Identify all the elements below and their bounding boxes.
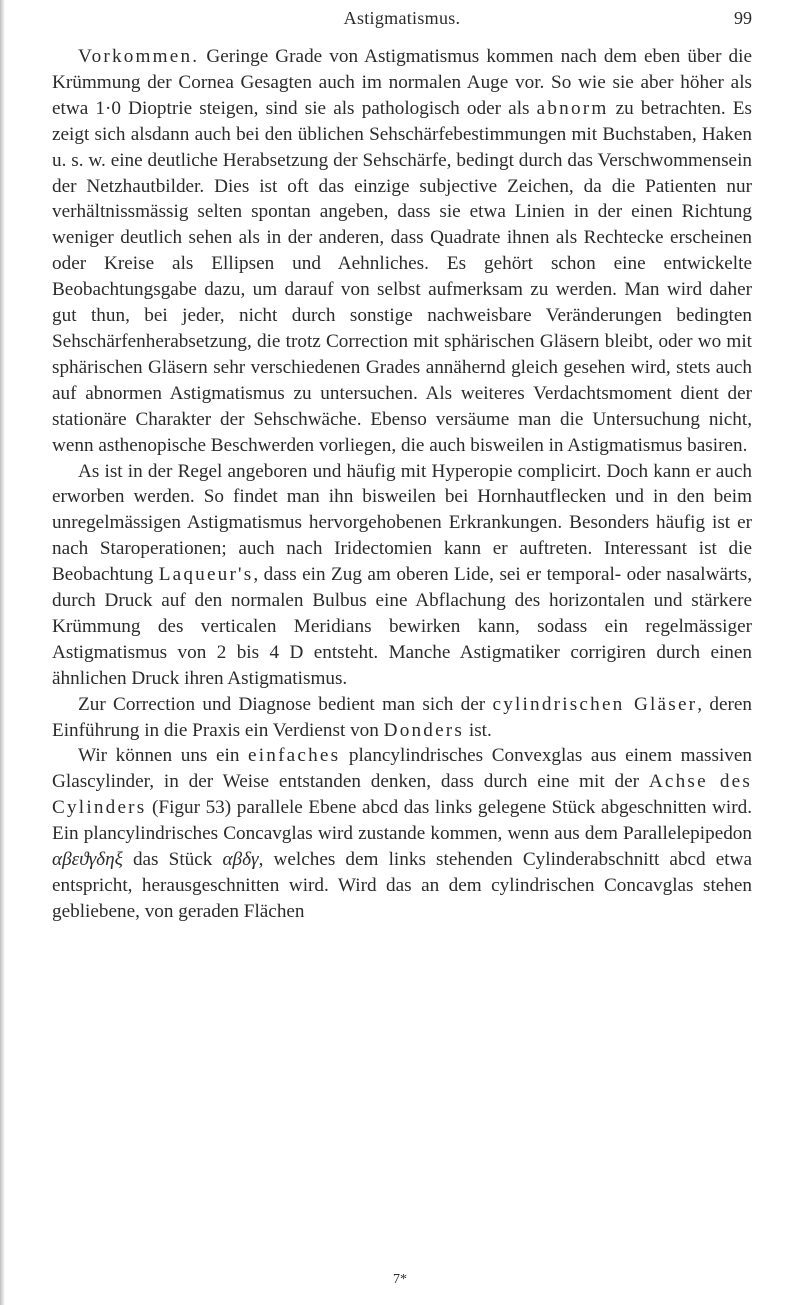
emphasized-term: Achse des Cylinders xyxy=(52,771,753,819)
section-lead: Vorkommen. xyxy=(78,46,200,67)
emphasized-author: Laqueur's xyxy=(158,564,254,586)
paragraph-angeboren xyxy=(52,459,752,692)
paragraph-text: , dass ein Zug am oberen Lide, sei er temporal- oder nasalwärts, durch Druck auf den normalen Bulbus eine Abflachung des horizontalen und stärkere Krümmung des verticalen Meridians bewirken kann, sodass ein regelmässiger Astigmatismus von 2 bis 4 D entsteht. Manche Astigmatiker corrigiren durch einen ähnlichen Druck ihren Astigmatismus. xyxy=(52,564,752,689)
paragraph-text: Wir können uns ein xyxy=(78,745,249,767)
paragraph-vorkommen xyxy=(52,44,752,459)
paragraph-text: plancylindrisches Convexglas aus einem massiven Glascylinder, in der Weise entstanden denken, dass durch eine mit der xyxy=(52,745,752,793)
running-title: Astigmatismus. xyxy=(343,8,461,28)
emphasized-term: abnorm xyxy=(536,97,609,119)
page-number: 99 xyxy=(734,8,752,28)
page-header xyxy=(52,0,752,40)
greek-label: αβεϑγδηξ xyxy=(52,849,123,871)
paragraph-text: , welches dem links stehenden Cylinderabschnitt abcd etwa entspricht, herausgeschnitten wird. Wird das an dem cylindrischen Concavglas stehen gebliebene, von geraden Flächen xyxy=(52,849,752,922)
paragraph-text: As ist in der Regel angeboren und häufig mit Hyperopie complicirt. Doch kann er auch erworben werden. So findet man ihn bisweilen bei Hornhautflecken und in den beim unregelmässigen Astigmatismus hervorgehobenen Erkrankungen. Besonders häufig ist er nach Staroperationen; auch nach Iridectomien kann er auftreten. Interessant ist die Beobachtung xyxy=(52,460,752,586)
emphasized-term: cylindrischen Gläser xyxy=(492,693,698,715)
body-text xyxy=(52,44,752,925)
paragraph-cylinder-glass xyxy=(52,743,752,924)
paragraph-text: (Figur 53) parallele Ebene abcd das links gelegene Stück abgeschnitten wird. Ein plancylindrisches Concavglas wird zustande kommen, wenn aus dem Parallelepipedon xyxy=(52,797,752,845)
emphasized-author: Donders xyxy=(383,719,465,741)
paragraph-text: das Stück xyxy=(122,849,223,871)
emphasized-term: einfaches xyxy=(248,745,341,767)
paragraph-correction xyxy=(52,692,752,744)
paragraph-text: zu betrachten. Es zeigt sich alsdann auch bei den üblichen Sehschärfebestimmungen mit Buchstaben, Haken u. s. w. eine deutliche Herabsetzung der Sehschärfe, bedingt durch das Verschwommensein der Netzhautbilder. Dies ist oft das einzige subjective Zeichen, da die Patienten nur verhältnissmässig selten spontan angeben, dass sie etwa Linien in der einen Richtung weniger deutlich sehen als in der anderen, dass Quadrate ihnen als Rechtecke erscheinen oder Kreise als Ellipsen und Aehnliches. Es gehört schon eine entwickelte Beobachtungsgabe dazu, um darauf von selbst aufmerksam zu werden. Man wird daher gut thun, bei jeder, nicht durch sonstige nachweisbare Veränderungen bedingten Sehschärfenherabsetzung, die trotz Correction mit sphärischen Gläsern bleibt, oder wo mit sphärischen Gläsern sehr verschiedenen Grades annähernd gleich gesehen wird, stets auch auf abnormen Astigmatismus zu untersuchen. Als weiteres Verdachtsmoment dient der stationäre Charakter der Sehschwäche. Ebenso versäume man die Untersuchung nicht, wenn asthenopische Beschwerden vorliegen, die auch bisweilen in Astigmatismus basiren. xyxy=(52,97,752,456)
paragraph-text: Zur Correction und Diagnose bedient man sich der xyxy=(78,693,493,715)
paragraph-text: , deren Einführung in die Praxis ein Verdienst von xyxy=(52,693,752,741)
paragraph-text: ist. xyxy=(464,719,492,741)
paragraph-text: Geringe Grade von Astigmatismus kommen nach dem eben über die Krümmung der Cornea Gesagten auch im normalen Auge vor. So wie sie aber höher als etwa 1·0 Dioptrie steigen, sind sie als pathologisch oder als xyxy=(52,46,752,119)
greek-label: αβδγ xyxy=(222,849,259,871)
signature-mark: 7* xyxy=(393,1272,407,1287)
